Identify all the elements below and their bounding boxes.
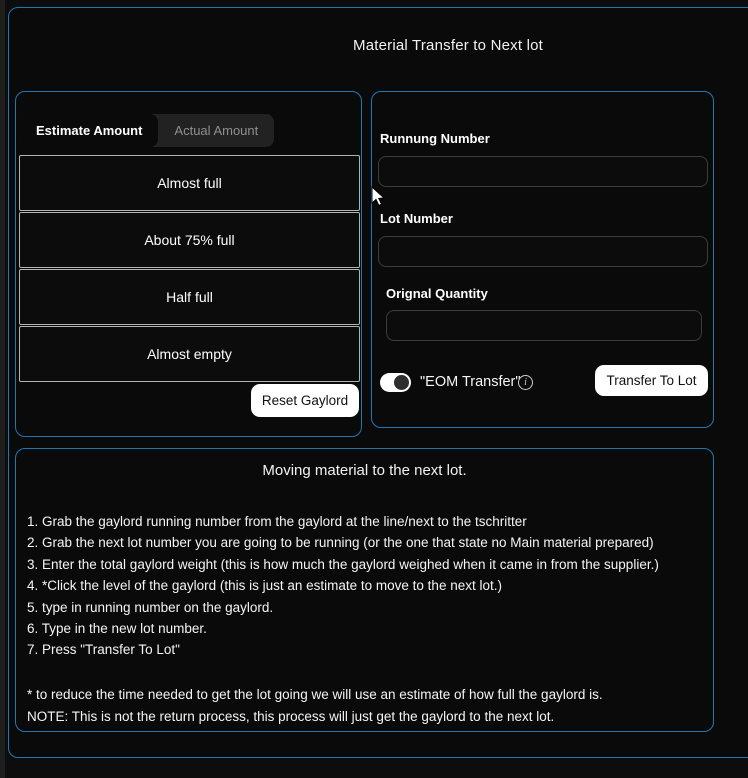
- level-button-almost-empty[interactable]: Almost empty: [19, 326, 360, 382]
- instruction-note: NOTE: This is not the return process, this process will just get the gaylord to the next lot.: [27, 709, 555, 724]
- reset-gaylord-button[interactable]: Reset Gaylord: [251, 384, 359, 417]
- running-number-label: Runnung Number: [380, 131, 490, 146]
- instruction-step: 1. Grab the gaylord running number from the gaylord at the line/next to the tschritter: [27, 514, 527, 529]
- transfer-to-lot-button[interactable]: Transfer To Lot: [595, 365, 708, 396]
- lot-number-label: Lot Number: [380, 211, 453, 226]
- toggle-knob: [394, 375, 409, 390]
- material-transfer-container: [8, 7, 748, 758]
- tab-actual-amount[interactable]: Actual Amount: [174, 123, 259, 138]
- level-button-half-full[interactable]: Half full: [19, 269, 360, 325]
- level-button-75-full[interactable]: About 75% full: [19, 212, 360, 268]
- instruction-step: 5. type in running number on the gaylord.: [27, 599, 274, 615]
- amount-tab-group: [20, 114, 274, 147]
- instruction-step: 7. Press "Transfer To Lot": [27, 642, 180, 658]
- original-quantity-label: Orignal Quantity: [386, 286, 488, 301]
- running-number-input[interactable]: [378, 156, 708, 187]
- lot-number-input[interactable]: [378, 236, 708, 267]
- level-button-almost-full[interactable]: Almost full: [19, 155, 360, 211]
- info-circle-icon[interactable]: i: [518, 375, 533, 390]
- instructions-steps: [27, 511, 705, 661]
- original-quantity-input[interactable]: [386, 310, 702, 341]
- page-title: Material Transfer to Next lot: [353, 37, 544, 54]
- transfer-form-panel: [371, 91, 714, 428]
- instruction-step: 6. Type in the new lot number.: [27, 621, 207, 637]
- tab-estimate-amount[interactable]: Estimate Amount: [20, 114, 158, 147]
- instructions-panel: [15, 448, 714, 732]
- eom-transfer-toggle[interactable]: [380, 373, 411, 392]
- instruction-step: 4. *Click the level of the gaylord (this is just an estimate to move to the next lot.): [27, 578, 502, 594]
- instruction-step: 2. Grab the next lot number you are going to be running (or the one that state no Main material prepared): [27, 535, 654, 551]
- eom-transfer-label: "EOM Transfer": [420, 374, 521, 390]
- instructions-notes: [27, 684, 705, 728]
- mouse-cursor-icon: [371, 186, 387, 208]
- estimate-panel: [15, 91, 362, 437]
- instructions-heading: Moving material to the next lot.: [262, 462, 467, 479]
- window-edge-strip: [0, 0, 5, 778]
- instruction-step: 3. Enter the total gaylord weight (this is how much the gaylord weighed when it came in from the supplier.): [27, 556, 659, 572]
- instruction-note: * to reduce the time needed to get the lot going we will use an estimate of how full the gaylord is.: [27, 687, 603, 702]
